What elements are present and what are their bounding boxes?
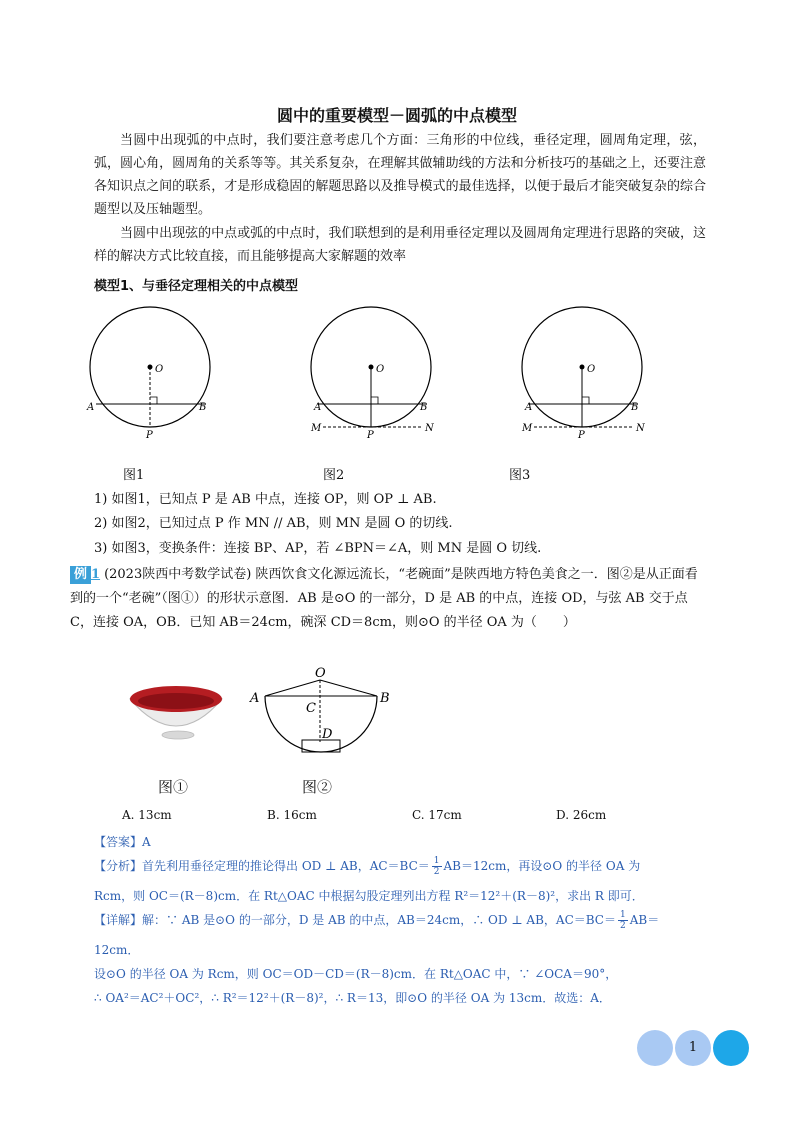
decor-circle-1 [637, 1030, 673, 1066]
answer-value: A [142, 835, 151, 849]
detail-tag: 【详解】 [94, 913, 143, 927]
fig3-label-p: P [578, 430, 585, 441]
fig1-label-a: A [87, 402, 95, 413]
half-fraction [432, 856, 442, 877]
model-heading: 模型1、与垂径定理相关的中点模型 [94, 279, 299, 294]
statement-2: 2) 如图2，已知过点 P 作 MN // AB，则 MN 是圆 O 的切线. [94, 516, 453, 531]
fig3-label-m: M [522, 423, 533, 434]
fig2-label-a: A [314, 402, 322, 413]
bowl-diagram [245, 660, 395, 755]
fig3-label-a: A [525, 402, 533, 413]
fig3-label-b: B [631, 402, 639, 413]
page-number: 1 [688, 1040, 698, 1055]
detail-line-4: ∴ OA²＝AC²＋OC²，∴ R²＝12²＋(R－8)²，∴ R＝13，即⊙O 的半径 OA 为 13cm．故选：A． [94, 991, 611, 1005]
bowl-label-d: D [322, 727, 333, 742]
fig1-label-p: P [146, 430, 153, 441]
answer-tag: 【答案】 [94, 835, 143, 849]
detail-text-1: 解：∵ AB 是⊙O 的一部分，D 是 AB 的中点，AB＝24cm，∴ OD ⊥ AB，AC＝BC＝ [142, 913, 616, 927]
analysis-line-1 [94, 856, 714, 877]
fraction-numerator: 1 [433, 856, 440, 866]
choice-d[interactable]: D. 26cm [556, 808, 607, 822]
figure-label-3: 图3 [509, 468, 531, 483]
page-number-badge [637, 1028, 750, 1068]
intro-paragraph-1: 当圆中出现弧的中点时，我们要注意考虑几个方面：三角形的中位线，垂径定理，圆周角定理，弦，弧，圆心角，圆周角的关系等等。其关系复杂，在理解其做辅助线的方法和分析技巧的基础之上，还要注意各知识点之间的联系，才是形成稳固的解题思路以及推导模式的最佳选择，以便于最后才能突破复杂的综合题型以及压轴题型。 [94, 133, 706, 217]
bowl-label-o: O [315, 666, 326, 681]
bowl-label-a: A [250, 691, 260, 706]
fig3-label-o: O [587, 364, 596, 375]
example-fig-label-1: 图① [158, 778, 189, 796]
fig2-label-n: N [425, 423, 434, 434]
half-fraction-2 [618, 910, 628, 931]
analysis-tag: 【分析】 [94, 859, 143, 873]
answer-line [94, 832, 714, 852]
figure-3 [521, 307, 646, 441]
choice-c[interactable]: C. 17cm [412, 808, 462, 822]
decor-circle-3 [713, 1030, 749, 1066]
fig3-label-n: N [636, 423, 645, 434]
example-text: (2023陕西中考数学试卷) 陕西饮食文化源远流长，“老碗面”是陕西地方特色美食之一．图②是从正面看到的一个“老碗”（图①）的形状示意图．AB 是⊙O 的一部分，D 是 AB 的中点，连接 OD，与弦 AB 交于点 C，连接 OA，OB．已知 AB＝24cm，碗深 CD＝8cm，则⊙O 的半径 OA 为（ ） [70, 567, 698, 630]
intro-paragraph-2: 当圆中出现弦的中点或弧的中点时，我们联想到的是利用垂径定理以及圆周角定理进行思路的突破，这样的解决方式比较直接，而且能够提高大家解题的效率 [94, 226, 706, 264]
figure-1 [86, 307, 210, 441]
detail-text-2: AB＝ [629, 913, 660, 927]
analysis-text-2: AB＝12cm，再设⊙O 的半径 OA 为 [443, 859, 641, 873]
fig1-label-o: O [155, 364, 164, 375]
analysis-line-2: Rcm，则 OC＝(R－8)cm．在 Rt△OAC 中根据勾股定理列出方程 R²＝12²＋(R－8)²，求出 R 即可． [94, 889, 644, 903]
example-badge: 例 [70, 566, 91, 584]
figure-label-2: 图2 [323, 468, 345, 483]
page-title: 圆中的重要模型－圆弧的中点模型 [276, 106, 517, 125]
bowl-label-c: C [306, 701, 316, 716]
bowl-photo [128, 683, 224, 743]
fig2-label-b: B [420, 402, 428, 413]
example-1 [70, 563, 710, 635]
analysis-text-1: 首先利用垂径定理的推论得出 OD ⊥ AB，AC＝BC＝ [142, 859, 430, 873]
detail-line-3: 设⊙O 的半径 OA 为 Rcm，则 OC＝OD－CD＝(R－8)cm．在 Rt△OAC 中，∵ ∠OCA＝90°， [94, 967, 618, 981]
detail-line-2: 12cm． [94, 943, 140, 957]
fig2-label-m: M [311, 423, 322, 434]
statement-1: 1) 如图1，已知点 P 是 AB 中点，连接 OP，则 OP ⊥ AB. [94, 492, 437, 507]
bowl-label-b: B [380, 691, 390, 706]
fig1-label-b: B [199, 402, 207, 413]
fig2-label-o: O [376, 364, 385, 375]
model-figures [80, 300, 680, 450]
fraction-denominator-2: 2 [619, 921, 626, 931]
choice-b[interactable]: B. 16cm [267, 808, 317, 822]
example-fig-label-2: 图② [302, 778, 333, 796]
fraction-numerator-2: 1 [619, 910, 626, 920]
fraction-denominator: 2 [433, 867, 440, 877]
figure-2 [310, 307, 435, 441]
fig2-label-p: P [367, 430, 374, 441]
choice-a[interactable]: A. 13cm [122, 808, 172, 822]
example-number: 1 [91, 567, 101, 582]
detail-line-1 [94, 910, 714, 931]
figure-label-1: 图1 [123, 468, 145, 483]
statement-3: 3) 如图3，变换条件：连接 BP、AP，若 ∠BPN＝∠A，则 MN 是圆 O 切线. [94, 541, 542, 556]
